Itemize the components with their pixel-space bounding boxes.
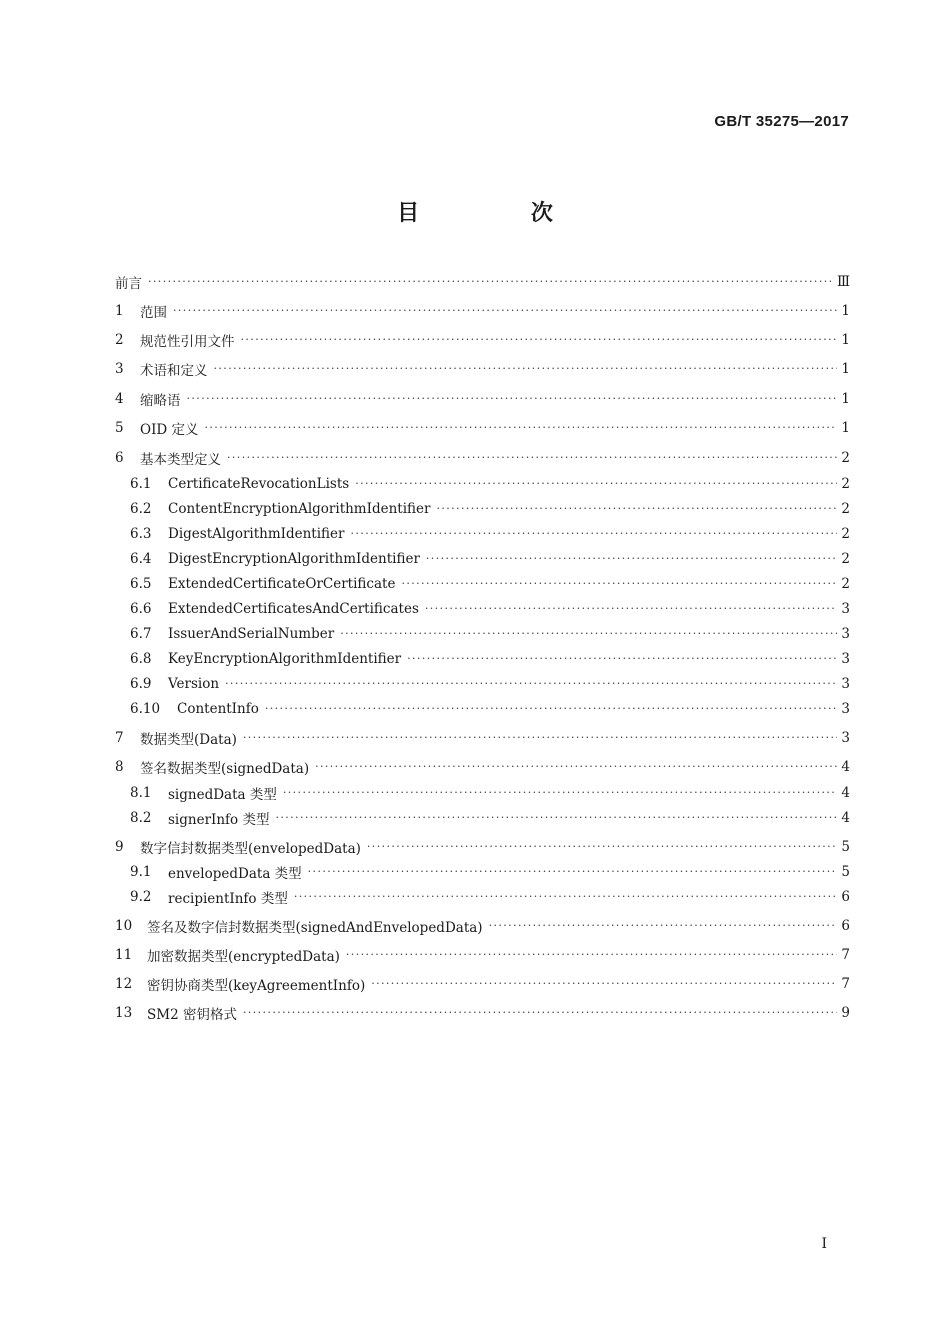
toc-leader-dots — [241, 333, 838, 347]
toc-entry-page: 1 — [841, 332, 850, 348]
toc-entry[interactable] — [115, 387, 850, 411]
toc-entry-label: 签名及数字信封数据类型(signedAndEnvelopedData) — [147, 920, 483, 936]
toc-entry-number: 6.5 — [130, 576, 152, 592]
toc-entry-label: 术语和定义 — [140, 363, 208, 379]
toc-leader-dots — [346, 948, 837, 962]
toc-entry-label: KeyEncryptionAlgorithmIdentifier — [168, 651, 402, 667]
toc-entry-page: 3 — [841, 676, 850, 692]
toc-entry-number: 6 — [115, 450, 124, 466]
toc-entry-number: 9 — [115, 839, 124, 855]
toc-entry-page: 2 — [841, 476, 850, 492]
toc-entry[interactable] — [130, 885, 850, 909]
toc-leader-dots — [214, 362, 838, 376]
toc-entry-page: 3 — [841, 651, 850, 667]
toc-leader-dots — [187, 392, 838, 406]
toc-entry-label: SM2 密钥格式 — [147, 1007, 237, 1023]
toc-entry[interactable] — [115, 914, 850, 938]
toc-entry[interactable] — [130, 647, 850, 671]
toc-entry-page: 5 — [841, 864, 850, 880]
toc-entry-number: 11 — [115, 947, 133, 963]
toc-entry-number: 6.4 — [130, 551, 152, 567]
toc-entry-label: 范围 — [140, 305, 167, 321]
toc-entry-number: 8.1 — [130, 785, 152, 801]
toc-entry-number: 8 — [115, 759, 124, 775]
toc-entry[interactable] — [115, 835, 850, 859]
toc-leader-dots — [371, 977, 837, 991]
toc-entry-label: CertificateRevocationLists — [168, 476, 350, 492]
toc-entry-number: 4 — [115, 391, 124, 407]
toc-entry-number: 3 — [115, 361, 124, 377]
toc-entry-page: 7 — [841, 976, 850, 992]
toc-entry[interactable] — [115, 328, 850, 352]
toc-entry[interactable] — [115, 357, 850, 381]
toc-leader-dots — [283, 786, 837, 800]
toc-entry-label: 基本类型定义 — [140, 452, 221, 468]
toc-entry-number: 5 — [115, 420, 124, 436]
toc-leader-dots — [489, 919, 837, 933]
toc-entry-label: envelopedData 类型 — [168, 866, 302, 882]
toc-leader-dots — [243, 731, 837, 745]
toc-entry[interactable] — [115, 972, 850, 996]
toc-entry-number: 10 — [115, 918, 133, 934]
toc-entry[interactable] — [115, 299, 850, 323]
toc-entry[interactable] — [130, 522, 850, 546]
toc-leader-dots — [265, 702, 837, 716]
toc-entry-label: DigestAlgorithmIdentifier — [168, 526, 345, 542]
toc-entry-label: 密钥协商类型(keyAgreementInfo) — [147, 978, 366, 994]
toc-leader-dots — [367, 840, 837, 854]
toc-entry-number: 6.10 — [130, 701, 161, 717]
toc-leader-dots — [243, 1006, 837, 1020]
toc-entry-page: 3 — [841, 701, 850, 717]
toc-entry[interactable] — [130, 572, 850, 596]
toc-entry-label: OID 定义 — [140, 422, 199, 438]
toc-leader-dots — [351, 527, 837, 541]
toc-entry-label: ExtendedCertificateOrCertificate — [168, 576, 396, 592]
toc-entry-label: 规范性引用文件 — [140, 334, 235, 350]
toc-entry-label: recipientInfo 类型 — [168, 891, 288, 907]
toc-entry-label: ContentEncryptionAlgorithmIdentifier — [168, 501, 431, 517]
toc-entry-label: signerInfo 类型 — [168, 812, 270, 828]
toc-entry-label: 前言 — [115, 276, 142, 292]
toc-entry-page: 1 — [841, 303, 850, 319]
toc-title: 目 次 — [397, 201, 605, 226]
toc-entry-page: 2 — [841, 501, 850, 517]
toc-leader-dots — [401, 577, 837, 591]
toc-entry-number: 6.7 — [130, 626, 152, 642]
toc-entry-page: 3 — [841, 601, 850, 617]
toc-entry-page: 4 — [841, 810, 850, 826]
toc-entry-number: 9.1 — [130, 864, 152, 880]
toc-entry-page: 5 — [841, 839, 850, 855]
toc-entry[interactable] — [130, 697, 850, 721]
toc-entry-number: 9.2 — [130, 889, 152, 905]
toc-entry[interactable] — [115, 446, 850, 470]
toc-entry-page: 2 — [841, 450, 850, 466]
toc-entry-label: 数字信封数据类型(envelopedData) — [140, 841, 361, 857]
toc-entry-page: 9 — [841, 1005, 850, 1021]
toc-leader-dots — [148, 275, 834, 289]
toc-entry-page: 2 — [841, 526, 850, 542]
toc-leader-dots — [436, 502, 837, 516]
toc-entry-page: 7 — [841, 947, 850, 963]
toc-entry-page: Ⅲ — [836, 274, 850, 290]
toc-entry-label: signedData 类型 — [168, 787, 277, 803]
toc-entry[interactable] — [130, 597, 850, 621]
toc-entry[interactable] — [130, 860, 850, 884]
toc-entry[interactable] — [130, 806, 850, 830]
toc-entry-number: 6.8 — [130, 651, 152, 667]
toc-leader-dots — [275, 811, 837, 825]
toc-entry-page: 4 — [841, 759, 850, 775]
toc-entry[interactable] — [130, 781, 850, 805]
toc-leader-dots — [426, 552, 837, 566]
toc-entry-page: 6 — [841, 918, 850, 934]
toc-leader-dots — [340, 627, 837, 641]
toc-leader-dots — [407, 652, 837, 666]
toc-entry-page: 2 — [841, 576, 850, 592]
toc-entry-label: DigestEncryptionAlgorithmIdentifier — [168, 551, 420, 567]
toc-entry-page: 1 — [841, 361, 850, 377]
toc-entry-number: 2 — [115, 332, 124, 348]
toc-entry[interactable] — [115, 416, 850, 440]
toc-entry-label: IssuerAndSerialNumber — [168, 626, 335, 642]
toc-entry-number: 1 — [115, 303, 124, 319]
toc-entry[interactable] — [130, 472, 850, 496]
toc-leader-dots — [173, 304, 837, 318]
toc-entry-page: 1 — [841, 420, 850, 436]
toc-entry-number: 12 — [115, 976, 133, 992]
toc-entry[interactable] — [130, 672, 850, 696]
toc-entry-page: 1 — [841, 391, 850, 407]
toc-entry-page: 3 — [841, 730, 850, 746]
toc-entry-number: 7 — [115, 730, 124, 746]
toc-entry-number: 6.9 — [130, 676, 152, 692]
toc-leader-dots — [425, 602, 837, 616]
toc-leader-dots — [205, 421, 837, 435]
toc-entry-page: 2 — [841, 551, 850, 567]
toc-entry-page: 6 — [841, 889, 850, 905]
toc-entry-label: 缩略语 — [140, 393, 181, 409]
toc-leader-dots — [227, 451, 837, 465]
toc-entry-number: 6.3 — [130, 526, 152, 542]
toc-entry-page: 4 — [841, 785, 850, 801]
toc-leader-dots — [355, 477, 837, 491]
toc-entry-number: 6.6 — [130, 601, 152, 617]
toc-leader-dots — [225, 677, 837, 691]
toc-entry[interactable] — [130, 622, 850, 646]
toc-entry[interactable] — [130, 547, 850, 571]
toc-entry-label: 数据类型(Data) — [140, 732, 237, 748]
toc-entry-number: 8.2 — [130, 810, 152, 826]
toc-entry-number: 6.1 — [130, 476, 152, 492]
toc-entry-label: ExtendedCertificatesAndCertificates — [168, 601, 419, 617]
toc-entry-label: Version — [168, 676, 220, 692]
toc-entry-number: 13 — [115, 1005, 133, 1021]
toc-entry-label: ContentInfo — [177, 701, 259, 717]
toc-leader-dots — [294, 890, 837, 904]
toc-entry[interactable] — [130, 497, 850, 521]
standard-code: GB/T 35275—2017 — [714, 113, 849, 130]
toc-leader-dots — [308, 865, 837, 879]
toc-entry[interactable] — [115, 755, 850, 779]
toc-entry[interactable] — [115, 270, 850, 294]
toc-entry-label: 加密数据类型(encryptedData) — [147, 949, 340, 965]
toc-entry-label: 签名数据类型(signedData) — [140, 761, 310, 777]
toc-leader-dots — [315, 760, 837, 774]
toc-entry[interactable] — [115, 943, 850, 967]
toc-entry[interactable] — [115, 726, 850, 750]
toc-entry[interactable] — [115, 1001, 850, 1025]
footer-page-number: I — [821, 1236, 827, 1252]
toc-entry-page: 3 — [841, 626, 850, 642]
toc-entry-number: 6.2 — [130, 501, 152, 517]
